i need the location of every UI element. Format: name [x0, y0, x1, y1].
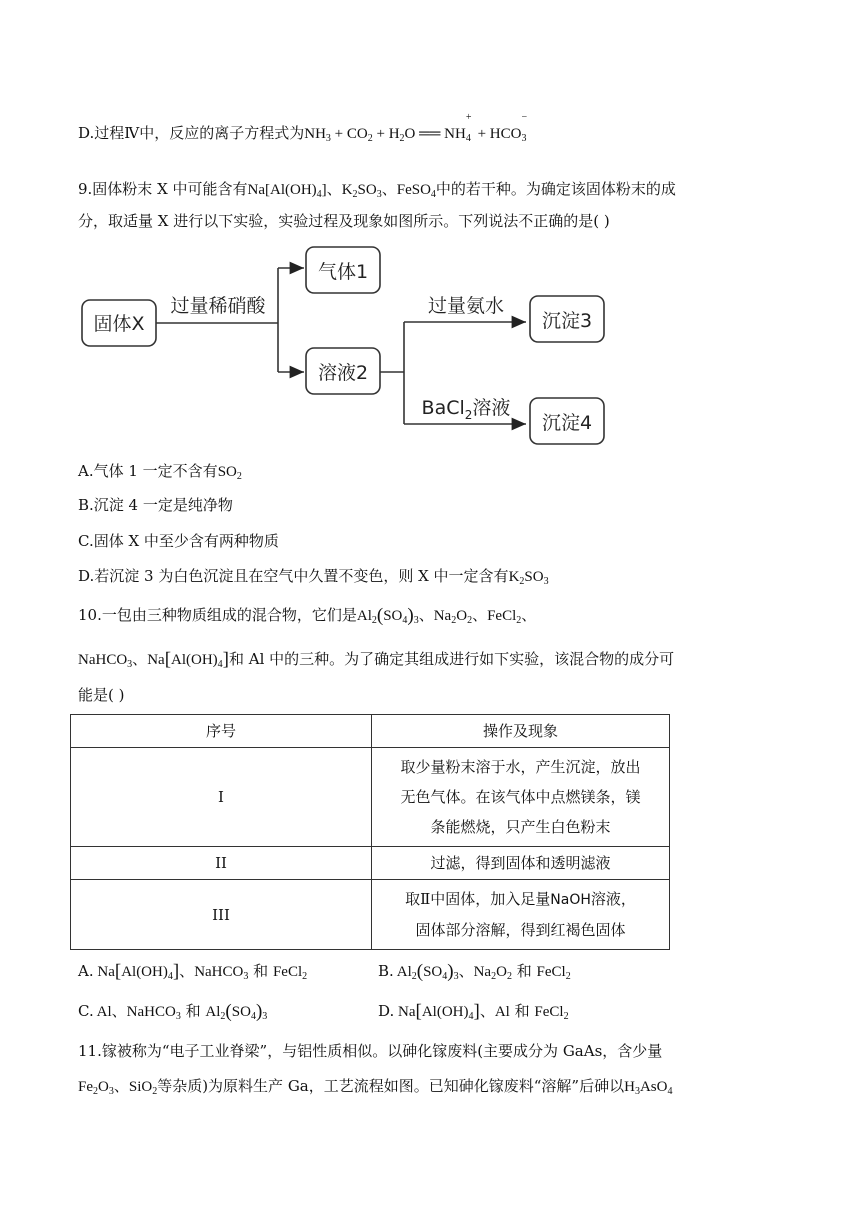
q9-option-c: C.固体 X 中至少含有两种物质 [78, 532, 279, 550]
q10-option-d: D. $Na[Al(OH)_4]$、Al 和 FeCl$_2$ [378, 1001, 569, 1022]
q10-stem-line2: NaHCO$_3$、$Na[Al(OH)_4]$和 Al 中的三种。为了确定其组成进行如下实验，该混合物的成分可 [78, 649, 675, 670]
table-row: II 过滤，得到固体和透明滤液 [71, 847, 670, 880]
q10-option-b: B. $Al_2(SO_4)_3$、$Na_2O_2$ 和 FeCl$_2$ [378, 961, 571, 982]
q9-stem-line2: 分，取适量 X 进行以下实验，实验过程及现象如图所示。下列说法不正确的是( ) [78, 212, 610, 230]
box-sol2-label: 溶液2 [317, 362, 369, 384]
table-row: I 取少量粉末溶于水，产生沉淀，放出 无色气体。在该气体中点燃镁条，镁 条能燃烧，只产生白色粉末 [71, 748, 670, 847]
q10-option-a: A. $Na[Al(OH)_4]$、NaHCO$_3$ 和 FeCl$_2$ [78, 961, 308, 982]
q9-option-a: A.气体 1 一定不含有$SO_2$ [78, 462, 242, 482]
reagent-ammonia: 过量氨水 [427, 295, 505, 317]
q9-option-d: D.若沉淀 3 为白色沉淀且在空气中久置不变色，则 X 中一定含有$K_2SO_3$ [78, 567, 549, 587]
q10-option-c: C. Al、NaHCO$_3$ 和 $Al_2(SO_4)_3$ [78, 1001, 268, 1022]
reagent-bacl2: BaCl$_2$溶液 [421, 397, 511, 422]
q10-stem-line1: 10.一包由三种物质组成的混合物，它们是$Al_2(SO_4)_3$、$Na_2O_2$、FeCl$_2$、 [78, 605, 537, 626]
box-gas1-label: 气体1 [317, 261, 369, 283]
ionic-equation: $NH_3 + CO_2 + H_2O$ ══ NH + $_4$ + HCO − $_3$ [304, 112, 528, 144]
box-ppt3-label: 沉淀3 [541, 310, 593, 332]
box-ppt4-label: 沉淀4 [541, 412, 593, 434]
q9-stem-line1: 9.固体粉末 X 中可能含有$Na[Al(OH)_4]$、$K_2SO_3$、FeSO$_4$中的若干种。为确定该固体粉末的成 [78, 180, 676, 200]
q10-stem-line3: 能是( ) [78, 686, 125, 704]
q11-stem-line2: $Fe_2O_3$、SiO$_2$等杂质)为原料生产 Ga，工艺流程如图。已知砷化镓废料“溶解”后砷以$H_3AsO_4$ [78, 1077, 673, 1097]
table-row: III 取Ⅱ中固体，加入足量NaOH溶液， 固体部分溶解，得到红褐色固体 [71, 880, 670, 950]
q9-option-b: B.沉淀 4 一定是纯净物 [78, 496, 233, 514]
box-solid-x-label: 固体X [93, 313, 145, 335]
table-header-row [71, 715, 670, 748]
header-number: 序号 [71, 715, 372, 748]
q10-experiment-table [70, 714, 670, 950]
q9-flowchart [78, 238, 618, 448]
reagent-dilute-nitric: 过量稀硝酸 [170, 295, 266, 317]
q11-stem-line1: 11.镓被称为“电子工业脊梁”，与铝性质相似。以砷化镓废料(主要成分为 GaAs，含少量 [78, 1042, 663, 1060]
header-operation: 操作及现象 [372, 715, 670, 748]
q8-option-d: D.过程Ⅳ中，反应的离子方程式为$NH_3 + CO_2 + H_2O$ ══ NH + $_4$ + HCO − $_3$ [78, 122, 529, 150]
